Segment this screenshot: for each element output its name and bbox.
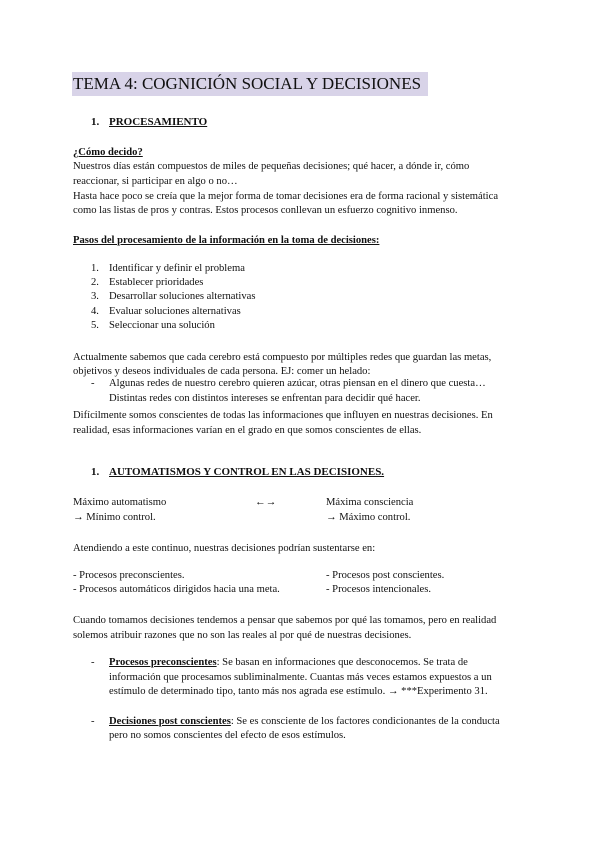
step-text: Desarrollar soluciones alternativas	[109, 291, 256, 302]
process-left-1: - Procesos preconscientes.	[73, 570, 185, 581]
process-right-2: - Procesos intencionales.	[326, 584, 432, 595]
step-text: Establecer prioridades	[109, 277, 204, 288]
para1-line1: Nuestros días están compuestos de miles de pequeñas decisiones; qué hacer, a dónde ir, cómo	[73, 161, 470, 172]
para1-line4: como las listas de pros y contras. Estos procesos conllevan un esfuerzo cognitivo inmenso.	[73, 205, 458, 216]
page-title: TEMA 4: COGNICIÓN SOCIAL Y DECISIONES	[72, 72, 428, 96]
max-control-label: → Máximo control.	[326, 512, 411, 523]
item1-text: : Se basan en informaciones que desconocemos. Se trata de	[216, 657, 468, 668]
section-2-number: 1.	[91, 466, 100, 478]
max-automatism-label: Máximo automatismo	[73, 497, 167, 508]
question-heading: ¿Cómo decido?	[73, 147, 143, 158]
item2-dash: -	[91, 716, 95, 727]
para3-line1: Difícilmente somos conscientes de todas las informaciones que influyen en nuestras decisiones. En	[73, 410, 493, 421]
item2-line1	[109, 716, 500, 727]
item1-line3: estímulo de determinado tipo, tanto más nos agrada ese estímulo. → ***Experimento 31.	[109, 686, 488, 697]
step-number: 1.	[91, 263, 99, 274]
item2-text: : Se es consciente de los factores condicionantes de la conducta	[230, 716, 500, 727]
max-consciousness-label: Máxima consciencia	[326, 497, 414, 508]
section-2-heading: AUTOMATISMOS Y CONTROL EN LAS DECISIONES.	[109, 466, 385, 478]
para3-line2: realidad, esas informaciones varían en el grado en que somos conscientes de ellas.	[73, 425, 422, 436]
step-text: Seleccionar una solución	[109, 320, 215, 331]
item1-dash: -	[91, 657, 95, 668]
section-1-heading: PROCESAMIENTO	[109, 116, 208, 128]
item1-term: Procesos preconscientes	[109, 657, 217, 668]
bullet-dash: -	[91, 378, 95, 389]
section-1-number: 1.	[91, 116, 100, 128]
process-right-1: - Procesos post conscientes.	[326, 570, 445, 581]
para1-line3: Hasta hace poco se creía que la mejor forma de tomar decisiones era de forma racional y sistemática	[73, 191, 499, 202]
item1-line2: información que procesamos subliminalmente. Cuantas más veces estamos expuestos a un	[109, 672, 492, 683]
item1-line1	[109, 657, 468, 668]
bullet-text: Algunas redes de nuestro cerebro quieren azúcar, otras piensan en el dinero que cuesta…	[109, 378, 486, 389]
min-control-label: → Mínimo control.	[73, 512, 156, 523]
step-number: 4.	[91, 306, 99, 317]
para2-line1: Actualmente sabemos que cada cerebro está compuesto por múltiples redes que guardan las metas,	[73, 352, 492, 363]
continuum-arrow: ←→	[255, 497, 277, 508]
para2-line2: objetivos y deseos individuales de cada persona. EJ: comer un helado:	[73, 366, 371, 377]
steps-heading: Pasos del procesamiento de la información en la toma de decisiones:	[73, 235, 380, 246]
item2-term: Decisiones post conscientes	[109, 716, 231, 727]
para-decisions-line2: solemos atribuir razones que no son las reales al por qué de nuestras decisiones.	[73, 630, 412, 641]
para1-line2: reaccionar, si participar en algo o no…	[73, 176, 238, 187]
step-text: Evaluar soluciones alternativas	[109, 306, 241, 317]
process-left-2: - Procesos automáticos dirigidos hacia una meta.	[73, 584, 280, 595]
continuum-intro: Atendiendo a este continuo, nuestras decisiones podrían sustentarse en:	[73, 543, 376, 554]
step-number: 2.	[91, 277, 99, 288]
step-number: 3.	[91, 291, 99, 302]
step-text: Identificar y definir el problema	[109, 263, 245, 274]
para-decisions-line1: Cuando tomamos decisiones tendemos a pensar que sabemos por qué las tomamos, pero en realidad	[73, 615, 497, 626]
step-number: 5.	[91, 320, 99, 331]
bullet-continuation: Distintas redes con distintos intereses se enfrentan para decidir qué hacer.	[109, 393, 421, 404]
item2-line2: pero no somos conscientes del efecto de esos estímulos.	[109, 730, 346, 741]
